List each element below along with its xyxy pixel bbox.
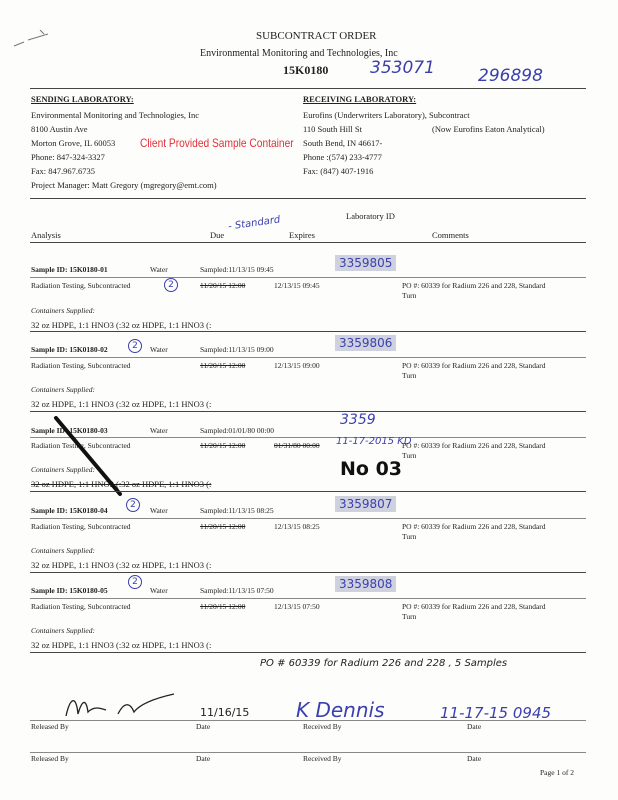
sample-due: 11/20/15 12:00: [200, 281, 246, 290]
section-rule: [30, 198, 586, 199]
containers-label: Containers Supplied:: [31, 626, 95, 635]
column-header-rule: [30, 242, 586, 243]
doc-title: SUBCONTRACT ORDER: [256, 30, 377, 42]
sample-rule: [30, 331, 586, 332]
sample-comment: Turn: [402, 451, 417, 460]
client-container-stamp: Client Provided Sample Container: [140, 136, 294, 150]
cross-out-mark: [52, 414, 124, 498]
sample-id: Sample ID: 15K0180-02: [31, 345, 108, 354]
sample-rule: [30, 572, 586, 573]
sample-comment: PO #: 60339 for Radium 226 and 228, Standard: [402, 281, 546, 290]
sample-sampled: Sampled:11/13/15 08:25: [200, 506, 274, 515]
signature-line: [30, 752, 586, 753]
sample-expires: 12/13/15 09:00: [274, 361, 320, 370]
sending-heading: SENDING LABORATORY:: [31, 94, 134, 104]
released-by-label: Released By: [31, 722, 69, 731]
sample-comment: PO #: 60339 for Radium 226 and 228, Standard: [402, 602, 546, 611]
sample-rule: [30, 491, 586, 492]
row-rule: [30, 277, 586, 278]
sample-sampled: Sampled:11/13/15 07:50: [200, 586, 274, 595]
sample-rule: [30, 652, 586, 653]
row-rule: [30, 518, 586, 519]
row-rule: [30, 598, 586, 599]
circled-number: 2: [164, 278, 178, 292]
containers-label: Containers Supplied:: [31, 465, 95, 474]
circled-number: 2: [128, 575, 142, 589]
receiving-line: Eurofins (Underwriters Laboratory), Subcontract: [303, 110, 470, 120]
sample-comment: Turn: [402, 612, 417, 621]
sample-analysis: Radiation Testing, Subcontracted: [31, 441, 131, 450]
sample-matrix: Water: [150, 586, 168, 595]
sample-due: 11/20/15 12:00: [200, 522, 246, 531]
lab-id-stamp: 3359805: [335, 255, 396, 271]
sample-analysis: Radiation Testing, Subcontracted: [31, 602, 131, 611]
company-name: Environmental Monitoring and Technologies, Inc: [200, 48, 398, 59]
sample-id: Sample ID: 15K0180-03: [31, 426, 108, 435]
date-label: Date: [467, 754, 482, 763]
containers-value: 32 oz HDPE, 1:1 HNO3 (:32 oz HDPE, 1:1 HNO3 (:: [31, 320, 212, 330]
sample-due: 11/20/15 12:00: [200, 602, 246, 611]
sample-id: Sample ID: 15K0180-05: [31, 586, 108, 595]
containers-value: 32 oz HDPE, 1:1 HNO3 (:32 oz HDPE, 1:1 HNO3 (:: [31, 560, 212, 570]
row-rule: [30, 357, 586, 358]
sample-analysis: Radiation Testing, Subcontracted: [31, 281, 131, 290]
containers-label: Containers Supplied:: [31, 546, 95, 555]
lab-id-stamp: 3359807: [335, 496, 396, 512]
containers-value: 32 oz HDPE, 1:1 HNO3 (:32 oz HDPE, 1:1 HNO3 (:: [31, 479, 212, 489]
sample-comment: PO #: 60339 for Radium 226 and 228, Standard: [402, 361, 546, 370]
sample-due: 11/20/15 12:00: [200, 441, 246, 450]
sample-rule: [30, 411, 586, 412]
po-note-handwritten: PO # 60339 for Radium 226 and 228 , 5 Samples: [260, 658, 508, 669]
containers-value: 32 oz HDPE, 1:1 HNO3 (:32 oz HDPE, 1:1 HNO3 (:: [31, 399, 212, 409]
lab-id-stamp: 3359808: [335, 576, 396, 592]
sending-line: Fax: 847.967.6735: [31, 166, 95, 176]
receiving-line: Phone :(574) 233-4777: [303, 152, 382, 162]
col-expires: Expires: [289, 230, 315, 240]
handwritten-number-1: 353071: [370, 58, 435, 78]
signature-line: [30, 720, 586, 721]
receiving-line: 110 South Hill St: [303, 124, 362, 134]
sample-id: Sample ID: 15K0180-01: [31, 265, 108, 274]
receiving-heading: RECEIVING LABORATORY:: [303, 94, 417, 104]
col-comments: Comments: [432, 230, 469, 240]
containers-value: 32 oz HDPE, 1:1 HNO3 (:32 oz HDPE, 1:1 HNO3 (:: [31, 640, 212, 650]
sending-line: 8100 Austin Ave: [31, 124, 88, 134]
sample-sampled: Sampled:11/13/15 09:00: [200, 345, 274, 354]
sample-matrix: Water: [150, 506, 168, 515]
sample-expires: 01/31/80 00:00: [274, 441, 320, 450]
sending-line: Morton Grove, IL 60053: [31, 138, 116, 148]
sample-comment: Turn: [402, 532, 417, 541]
sample-matrix: Water: [150, 345, 168, 354]
received-by-label: Received By: [303, 722, 342, 731]
date-label: Date: [467, 722, 482, 731]
date-label: Date: [196, 722, 211, 731]
col-due: Due: [210, 230, 225, 240]
sample-comment: Turn: [402, 291, 417, 300]
col-lab-id: Laboratory ID: [346, 211, 395, 221]
sample-sampled: Sampled:11/13/15 09:45: [200, 265, 274, 274]
pen-mark-icon: [10, 28, 54, 50]
lab-id-stamp: 3359806: [335, 335, 396, 351]
order-number: 15K0180: [283, 63, 329, 77]
handwritten-date: 11-17-2015 KD: [336, 436, 412, 447]
sample-matrix: Water: [150, 426, 168, 435]
sample-comment: PO #: 60339 for Radium 226 and 228, Standard: [402, 441, 546, 450]
sample-matrix: Water: [150, 265, 168, 274]
circled-number: 2: [126, 498, 140, 512]
lab-id-handwritten: 3359: [340, 412, 376, 428]
circled-number: 2: [128, 339, 142, 353]
received-by-label: Received By: [303, 754, 342, 763]
release-signature: [60, 688, 180, 724]
col-analysis: Analysis: [31, 230, 61, 240]
date-label: Date: [196, 754, 211, 763]
sample-expires: 12/13/15 07:50: [274, 602, 320, 611]
received-datetime-handwritten: 11-17-15 0945: [440, 704, 552, 722]
release-date-handwritten: 11/16/15: [200, 706, 250, 719]
sample-id: Sample ID: 15K0180-04: [31, 506, 108, 515]
sample-comment: PO #: 60339 for Radium 226 and 228, Standard: [402, 522, 546, 531]
project-manager: Project Manager: Matt Gregory (mgregory@emt.com): [31, 180, 217, 190]
sample-expires: 12/13/15 09:45: [274, 281, 320, 290]
receiving-line: Fax: (847) 407-1916: [303, 166, 374, 176]
sending-line: Environmental Monitoring and Technologies, Inc: [31, 110, 200, 120]
sending-line: Phone: 847-324-3327: [31, 152, 105, 162]
due-standard-handwritten: - Standard: [227, 214, 281, 233]
receiving-note: (Now Eurofins Eaton Analytical): [432, 124, 545, 134]
containers-label: Containers Supplied:: [31, 306, 95, 315]
handwritten-number-2: 296898: [478, 66, 543, 86]
containers-label: Containers Supplied:: [31, 385, 95, 394]
received-signature: K Dennis: [296, 698, 385, 722]
no-sample-note: No 03: [340, 458, 403, 480]
receiving-line: South Bend, IN 46617-: [303, 138, 383, 148]
sample-analysis: Radiation Testing, Subcontracted: [31, 361, 131, 370]
sample-expires: 12/13/15 08:25: [274, 522, 320, 531]
sample-comment: Turn: [402, 371, 417, 380]
page-number: Page 1 of 2: [540, 768, 574, 777]
sample-analysis: Radiation Testing, Subcontracted: [31, 522, 131, 531]
header-rule: [30, 88, 586, 89]
sample-due: 11/20/15 12:00: [200, 361, 246, 370]
sample-sampled: Sampled:01/01/80 00:00: [200, 426, 274, 435]
released-by-label: Released By: [31, 754, 69, 763]
